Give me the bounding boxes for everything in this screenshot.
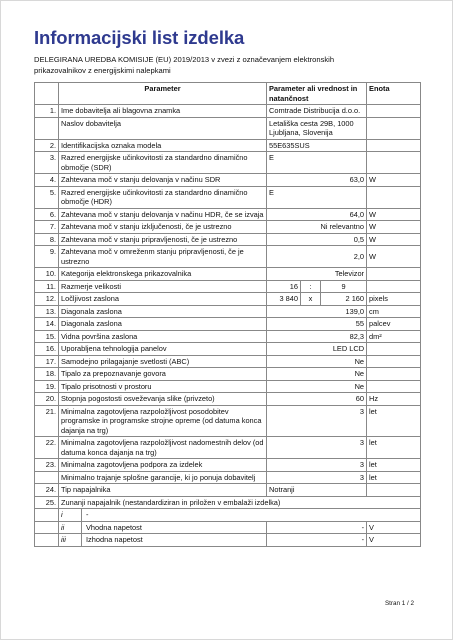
table-row: 18. Tipalo za prepoznavanje govora Ne	[35, 368, 421, 381]
info-table	[34, 82, 421, 547]
table-row: 10. Kategorija elektronskega prikazovalnika Televizor	[35, 268, 421, 281]
table-row: 21. Minimalna zagotovljena razpoložljivost posodobitev programske in programske strojne opreme (od datuma konca dajanja na trg) 3 let	[35, 405, 421, 437]
table-row: 17. Samodejno prilagajanje svetlosti (ABC) Ne	[35, 355, 421, 368]
table-row: 19. Tipalo prisotnosti v prostoru Ne	[35, 380, 421, 393]
table-row: 20. Stopnja pogostosti osveževanja slike (privzeto) 60 Hz	[35, 393, 421, 406]
table-row: 25. Zunanji napajalnik (nestandardiziran in priložen v embalaži izdelka)	[35, 496, 421, 509]
table-row: 13. Diagonala zaslona 139,0 cm	[35, 305, 421, 318]
table-row: ii Vhodna napetost - V	[35, 521, 421, 534]
table-row: 6. Zahtevana moč v stanju delovanja v načinu HDR, če se izvaja 64,0 W	[35, 208, 421, 221]
table-row: 16. Uporabljena tehnologija panelov LED LCD	[35, 343, 421, 356]
table-row: 9. Zahtevana moč v omreženm stanju pripravljenosti, če je ustrezno 2,0 W	[35, 246, 421, 268]
table-row: Naslov dobavitelja Letališka cesta 29B, 1000 Ljubljana, Slovenija	[35, 117, 421, 139]
table-row: 14. Diagonala zaslona 55 palcev	[35, 318, 421, 331]
regulation-subtitle	[34, 54, 414, 76]
header-parameter: Parameter	[59, 83, 267, 105]
table-header-row	[35, 83, 421, 105]
table-row: iii Izhodna napetost - V	[35, 534, 421, 547]
header-unit: Enota	[367, 83, 421, 105]
table-row: i -	[35, 509, 421, 522]
subtitle-line-1: DELEGIRANA UREDBA KOMISIJE (EU) 2019/2013 v zvezi z označevanjem elektronskih	[34, 55, 335, 64]
table-row: 4. Zahtevana moč v stanju delovanja v načinu SDR 63,0 W	[35, 174, 421, 187]
table-row: 5. Razred energijske učinkovitosti za standardno dinamično območje (HDR) E	[35, 186, 421, 208]
table-row: Minimalno trajanje splošne garancije, ki jo ponuja dobavitelj 3 let	[35, 471, 421, 484]
header-value: Parameter ali vrednost in natančnost	[267, 83, 367, 105]
table-row: 12. Ločljivost zaslona 3 840 x 2 160 pixels	[35, 293, 421, 306]
table-row: 23. Minimalna zagotovljena podpora za izdelek 3 let	[35, 459, 421, 472]
table-row: 3. Razred energijske učinkovitosti za standardno dinamično območje (SDR) E	[35, 152, 421, 174]
table-row: 15. Vidna površina zaslona 82,3 dm²	[35, 330, 421, 343]
subtitle-line-2: prikazovalnikov z energijskimi nalepkami	[34, 66, 171, 75]
table-row: 8. Zahtevana moč v stanju pripravljenosti, če je ustrezno 0,5 W	[35, 233, 421, 246]
table-row: 24. Tip napajalnika Notranji	[35, 484, 421, 497]
table-row: 2. Identifikacijska oznaka modela 55E635SUS	[35, 139, 421, 152]
table-row: 7. Zahtevana moč v stanju izključenosti, če je ustrezno Ni relevantno W	[35, 221, 421, 234]
page-title: Informacijski list izdelka	[34, 27, 245, 48]
page-number: Stran 1 / 2	[384, 600, 414, 607]
table-row: 11. Razmerje velikosti 16 : 9	[35, 280, 421, 293]
table-row: 1. Ime dobavitelja ali blagovna znamka Comtrade Distribucija d.o.o.	[35, 105, 421, 118]
table-row: 22. Minimalna zagotovljena razpoložljivost nadomestnih delov (od datuma konca dajanja na trg) 3 let	[35, 437, 421, 459]
